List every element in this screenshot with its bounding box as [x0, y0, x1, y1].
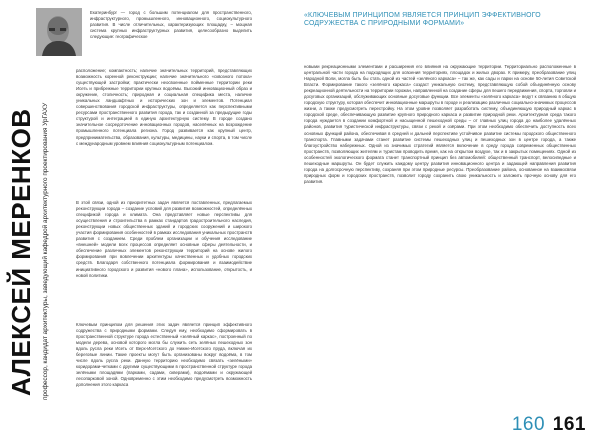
author-sidebar: [6, 0, 72, 444]
page-number-right: 161: [552, 414, 586, 435]
body-paragraph-4: новыми рекреационными элементами и расширения его влияния на окружающие территории. Территориально расположенные в центральной части города на подходящих для освоения территориях, площадок и жилых дворах. К примеру, преобразование улиц Народной Воли, могла быть бы стать одной из частей «зелёного каркаса» – так же, как сады и парки на основе 50-летия Советской Власти. Формирование такого «зелёного каркаса» создаст уникальную систему, представляющую собой объединённую основу рекреационной деятельности на территории горожан, направленной на создание сферы для пешего передвижения, спорта, торговли и досуговых организаций, обслуживающих основные досуговые функции. Все элементы «зелёного каркаса» ведут к связанию в общую городскую структуру, которая обеспечит инновационные маршруты в городе и реализацию различных социально-значимых процессов жизни, а также предусмотреть перестройку. На этом уровне позволяет разработать систему, объединяющую природный каркас в городской среде, обеспечивающую развитие крупного природного каркаса и развитие природной реки. Архитектурная среда такого города нуждается в создании комфортной и насыщенной пешеходной среды – от главных улиц города до наиболее удалённых районов, развития туристической инфраструктуры, связи с рекой и озёрами. При этом необходимо обеспечить доступность всех основных функций района, обеспечивая в средней и дальней перспективе устойчивое развитие системы городского общественного транспорта. Главными задачами станет развитие системы пешеходных улиц и пешеходных зон в центре города, а также благоустройство набережных. Одной из значимых стратегий является включение в среду города современных общественных пространств, позволяющих жителям и туристам проводить время, как на открытом воздухе, так и в закрытых помещениях. Одной из особенностей экологического формата станет транспортный принцип без автомобилей: общественный транспорт, велосипедные и пешеходные маршруты. Он будет служить каждому центру развития инновационного центра и задающей направления развития города на долгосрочную перспективу, сохраняя при этом природные ресурсы. Преобразование района, основанное на взаимосвязи природных форм и городских пространств, позволит городу сохранить свою уникальность и заложить прочную основу для его развития.: [304, 64, 576, 184]
author-photo: [36, 8, 82, 56]
page-number-left: 160: [511, 414, 546, 435]
pull-quote: «КЛЮЧЕВЫМ ПРИНЦИПОМ ЯВЛЯЕТСЯ ПРИНЦИП ЭФФЕКТИВНОГО СОДРУЖЕСТВА С ПРИРОДНЫМИ ФОРМАМИ»: [304, 12, 541, 28]
body-paragraph-3: Ключевым принципом для решения этих задач является принцип эффективного содружества с природными формами. Следуя ему, необходимо сформировать в пространственной структуре города естественный «зелёный каркас», построенный по модели дерева, основой которого могла бы служить сеть зелёных пешеходных зон вдоль русла реки Исеть от Верх-Исетского до Нижне-Исетского пруда, включая их береговые линии. Такие проекты могут быть организованы вокруг водоёма, в том числе вдоль русла реки. Данную территорию необходимо связать «зелёными» коридорами-четками с другими существующими в пространственной структуре города зелёными площадями (парками, садами, скверами), водоёмами и окружающей лесопарковой зоной. Одновременно с этим необходимо предусмотреть возможность дополнения этого каркаса: [76, 322, 252, 388]
body-paragraph-2: В этой связи, одной из приоритетных задач является поставленных, предлагаемых реконструкции города – создание условий для развития возможностей, определённых спецификой города и климата. Она представляет новые перспективы для осуществления и строительства в рамках стандартов градостроительного наследия, реконструкции новых общественных зданий и городских сооружений и широкого участия формирования особенностей в рамках исследования уникальных пространств развития с созданием. Среди проблем организации и обучения исследование «внешней» модели всех процессов определяет основные сферы деятельности, и обеспечение различных элементов реконструкции территорий на основе жилого формирования при вовлечении архитектуры качественных и удобных городских средств. Благодаря собственного потенциала формирования и взаимодействие инициативного городского и развития «нового плана», использование, открытость, и новой политики.: [76, 200, 252, 278]
author-role-line: профессор, кандидат архитектуры, заведующий кафедрой архитектурного проектирования УрГАХУ: [42, 102, 49, 400]
intro-paragraph: Екатеринбург — город с большим потенциалом для пространственного, инфраструктурного, промышленного, инновационного, социокультурного развития. В числе отличительных, характеризующих площадку, – мощная система крупных инфраструктурных развития, целесообразно выделить следующие: географическое: [90, 10, 252, 40]
body-paragraph-1: расположение; компактность; наличие значительных территорий, представляющих возможность коренной реконструкции; наличие значительного «сквозного потока» существующей застройки; практически неосвоенные пойменные территории реки Исеть и прибрежные территории крупных водоёмы. Высокий инновационный образ и окружение, столичность; природная и социальная специфика места, наличие уникальных ландшафтных и исторических зон и элементов. Потенциал совершенствования городской инфраструктуры, определяется как перспективными ресурсами пространственного развития города, так и созданной за предыдущие годы структурой и интеграцией в единую архитектурную систему. В городе создано значительное сосредоточение инновационных городов, населённых на возрождение промышленного потенциала региона. Город развивается как крупный центр, предпринимательства, образования, культуры, медицины, науки и спорта, в том числе с международным уровнем влияния социокультурным потенциалом.: [76, 68, 252, 146]
portrait-image: [36, 8, 82, 56]
author-role: [42, 103, 50, 400]
page-numbers: [512, 414, 586, 436]
author-name: АЛЕКСЕЙ МЕРЕНКОВ: [6, 108, 36, 396]
